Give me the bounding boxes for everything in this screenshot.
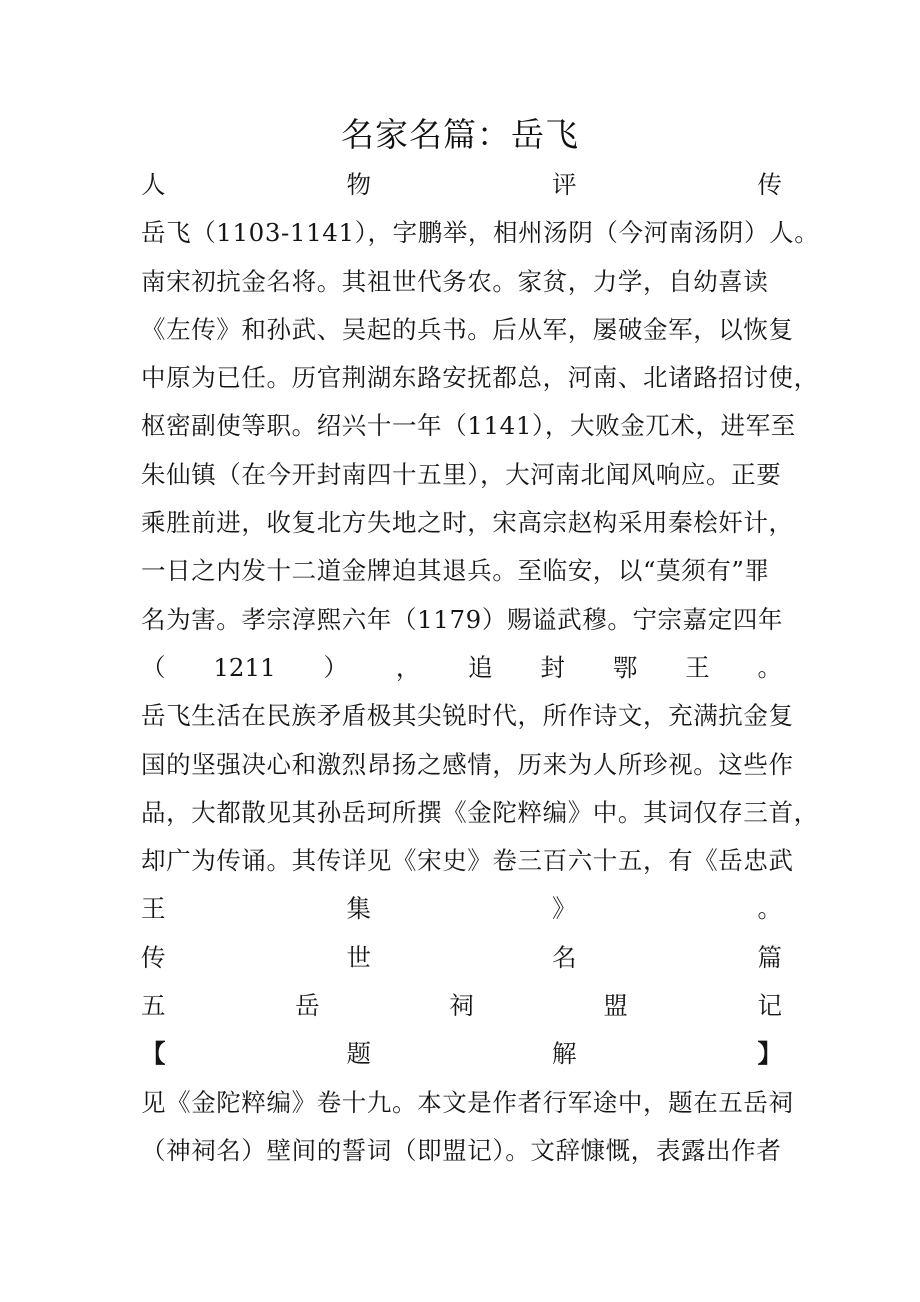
piece-title: [141, 982, 782, 1030]
title-char: 岳: [295, 991, 320, 1021]
paragraph-line-justified: [141, 644, 782, 692]
text-char: 。: [757, 894, 782, 924]
page-title: 名家名篇：岳飞: [341, 115, 579, 154]
paragraph-line: 岳飞（1103-1141），字鹏举，相州汤阴（今河南汤阴）人。: [141, 218, 820, 248]
text-char: 鄂: [612, 652, 638, 682]
text-char: （: [141, 652, 166, 682]
paragraph-line: 中原为已任。历官荆湖东路安抚都总，河南、北诸路招讨使，: [141, 363, 819, 393]
heading-char: 篇: [757, 942, 782, 972]
paragraph-line: 《左传》和孙武、吴起的兵书。后从军，屡破金军，以恢复: [141, 314, 794, 344]
text-char: ）: [323, 652, 349, 682]
paragraph-line: 南宋初抗金名将。其祖世代务农。家贫，力学，自幼喜读: [141, 266, 769, 296]
section-heading-famous-works: [141, 934, 782, 982]
title-char: 记: [757, 991, 782, 1021]
paragraph-line: 名为害。孝宗淳熙六年（1179）赐谥武穆。宁宗嘉定四年: [141, 604, 784, 634]
paragraph-line: 岳飞生活在民族矛盾极其尖锐时代，所作诗文，充满抗金复: [141, 701, 794, 731]
section-heading-biography: [141, 161, 782, 209]
heading-char: 人: [141, 170, 166, 199]
heading-char: 传: [757, 170, 782, 199]
paragraph-line: （神祠名）壁间的誓词（即盟记）。文辞慷慨，表露出作者: [141, 1135, 782, 1165]
bracket-open: 【: [141, 1039, 166, 1069]
text-char: 王: [141, 894, 166, 924]
paragraph-line: 品，大都散见其孙岳珂所撰《金陀粹编》中。其词仅存三首，: [141, 797, 819, 827]
heading-char: 物: [346, 170, 371, 199]
paragraph-line: 枢密副使等职。绍兴十一年（1141），大败金兀术，进军至: [141, 411, 796, 441]
text-char: 王: [685, 652, 710, 682]
paragraph-line: 乘胜前进，收复北方失地之时，宋高宗赵构采用秦桧奸计，: [141, 508, 794, 538]
title-char: 五: [141, 991, 166, 1021]
title-char: 祠: [449, 991, 474, 1021]
text-char: ，: [395, 652, 421, 682]
paragraph-line: 朱仙镇（在今开封南四十五里），大河南北闻风响应。正要: [141, 459, 782, 489]
document-body: [141, 161, 820, 1175]
heading-char: 世: [346, 942, 371, 972]
paragraph-line-justified: [141, 885, 782, 933]
heading-char: 名: [552, 942, 577, 972]
text-char: 1211: [213, 652, 276, 682]
paragraph-line: 见《金陀粹编》卷十九。本文是作者行军途中，题在五岳祠: [141, 1087, 794, 1117]
title-char: 盟: [603, 991, 628, 1021]
paragraph-line: 却广为传诵。其传详见《宋史》卷三百六十五，有《岳忠武: [141, 846, 794, 876]
bracket-close: 】: [757, 1039, 782, 1069]
heading-char: 评: [552, 170, 577, 199]
text-char: 集: [346, 894, 371, 924]
heading-char: 题: [346, 1039, 371, 1069]
heading-char: 传: [141, 942, 166, 972]
text-char: 追: [468, 652, 493, 682]
text-char: 。: [757, 652, 782, 682]
text-char: 封: [540, 652, 565, 682]
notes-heading: [141, 1030, 782, 1078]
heading-char: 解: [552, 1039, 577, 1069]
paragraph-line: 一日之内发十二道金牌迫其退兵。至临安，以“莫须有”罪: [141, 556, 770, 586]
text-char: 》: [552, 894, 577, 924]
paragraph-line: 国的坚强决心和激烈昂扬之感情，历来为人所珍视。这些作: [141, 749, 794, 779]
